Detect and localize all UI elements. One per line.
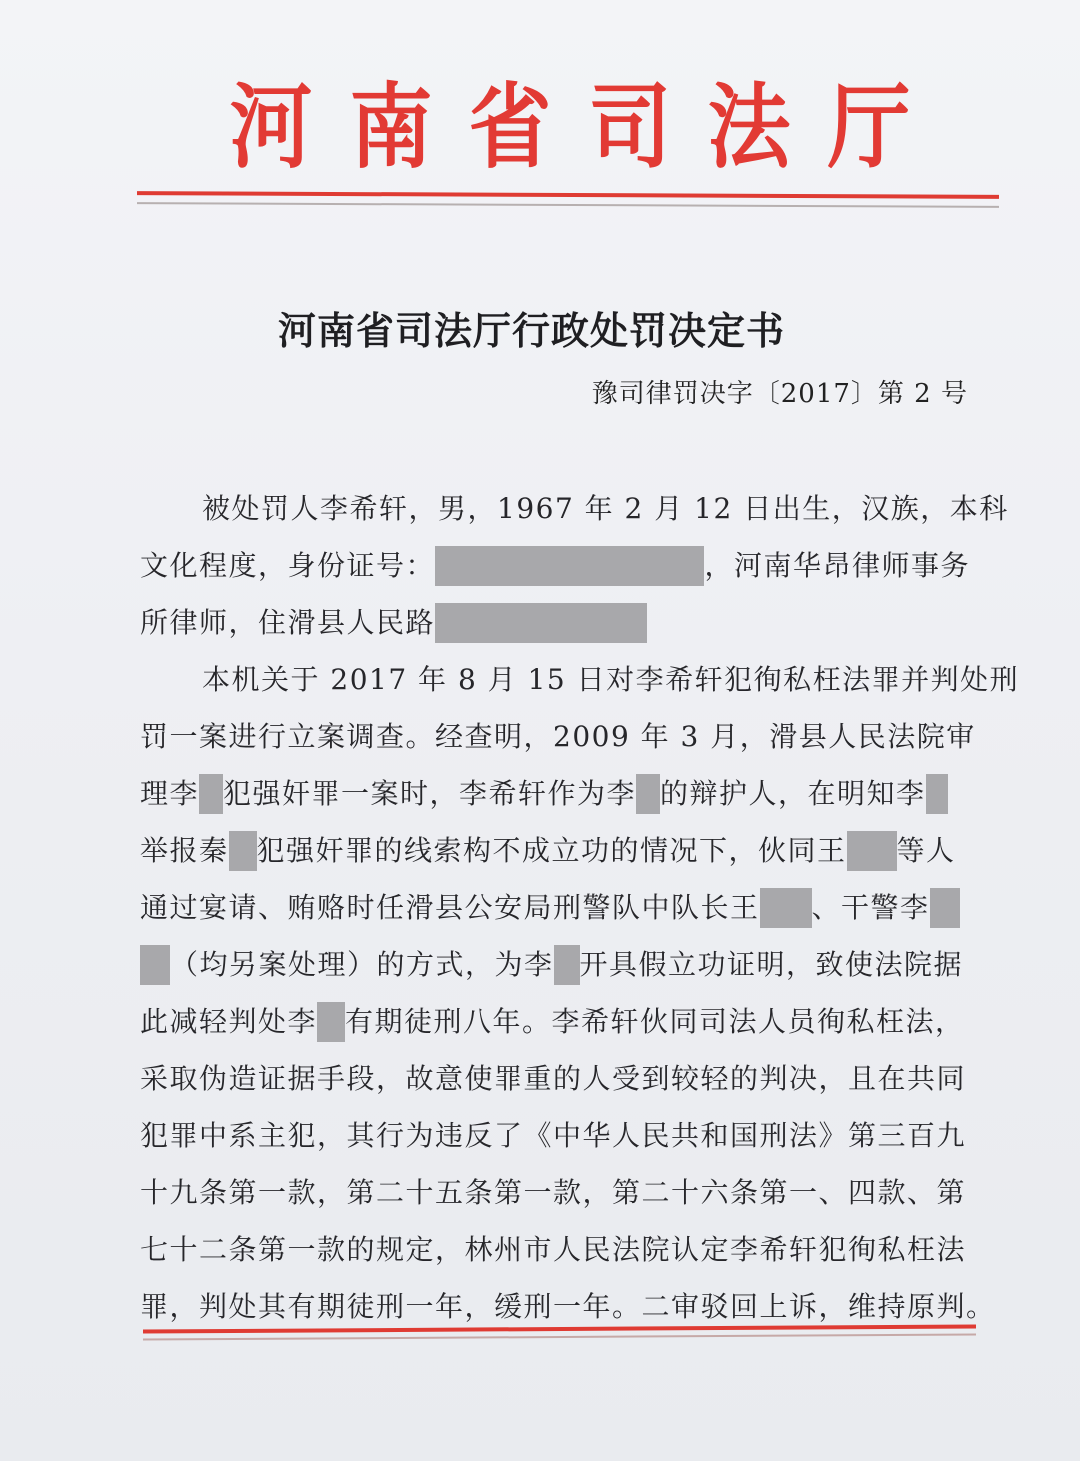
text-segment: 此减轻判处李 bbox=[140, 1005, 318, 1038]
text-segment: 被处罚人李希轩，男，1967 年 2 月 12 日出生，汉族，本科 bbox=[202, 492, 1009, 525]
redaction-block bbox=[930, 888, 960, 928]
redaction-block bbox=[554, 945, 580, 985]
text-segment: 十九条第一款，第二十五条第一款，第二十六条第一、四款、第 bbox=[140, 1176, 967, 1209]
text-segment: 所律师，住滑县人民路 bbox=[140, 606, 436, 639]
document-title: 河南省司法厅行政处罚决定书 bbox=[278, 308, 786, 353]
text-segment: 本机关于 2017 年 8 月 15 日对李希轩犯徇私枉法罪并判处刑 bbox=[202, 663, 1020, 696]
text-segment: 通过宴请、贿赂时任滑县公安局刑警队中队长王 bbox=[140, 891, 760, 924]
text-segment: 理李 bbox=[140, 777, 200, 810]
text-segment: ，河南华昂律师事务 bbox=[704, 549, 970, 582]
text-line bbox=[140, 765, 970, 822]
text-segment: 犯强奸罪的线索构不成立功的情况下，伙同王 bbox=[256, 834, 847, 867]
text-line bbox=[140, 1164, 970, 1221]
text-segment: 七十二条第一款的规定，林州市人民法院认定李希轩犯徇私枉法 bbox=[140, 1233, 967, 1266]
text-segment: 、干警李 bbox=[811, 891, 930, 924]
document-body bbox=[140, 480, 1020, 1335]
text-line bbox=[140, 936, 970, 993]
redaction-block bbox=[199, 774, 223, 814]
text-segment: （均另案处理）的方式，为李 bbox=[170, 948, 554, 981]
text-segment: 犯罪中系主犯，其行为违反了《中华人民共和国刑法》第三百九 bbox=[140, 1119, 967, 1152]
text-segment: 罪，判处其有期徒刑一年，缓刑一年。二审驳回上诉，维持原判。 bbox=[140, 1290, 996, 1323]
text-segment: 开具假立功证明，致使法院据 bbox=[579, 948, 964, 981]
header-char: 厅 bbox=[827, 73, 911, 181]
text-segment: 等人 bbox=[896, 834, 956, 867]
issuing-authority-header bbox=[225, 72, 915, 182]
header-char: 法 bbox=[707, 73, 791, 181]
header-char: 河 bbox=[229, 73, 313, 181]
text-line bbox=[140, 822, 970, 879]
header-char: 南 bbox=[349, 73, 433, 181]
text-segment: 文化程度，身份证号： bbox=[140, 549, 436, 582]
text-segment: 举报秦 bbox=[140, 834, 229, 867]
text-segment: 罚一案进行立案调查。经查明，2009 年 3 月，滑县人民法院审 bbox=[140, 720, 976, 753]
text-line bbox=[140, 708, 976, 765]
document-number: 豫司律罚决字〔2017〕第 2 号 bbox=[591, 379, 968, 409]
text-line bbox=[140, 480, 1009, 537]
text-segment: 的辩护人，在明知李 bbox=[660, 777, 926, 810]
header-thin-rule bbox=[137, 202, 999, 208]
text-line bbox=[140, 879, 970, 936]
header-red-rule bbox=[137, 191, 999, 199]
header-char: 省 bbox=[468, 73, 552, 181]
text-segment: 采取伪造证据手段，故意使罪重的人受到较轻的判决，且在共同 bbox=[140, 1062, 967, 1095]
header-char: 司 bbox=[588, 73, 672, 181]
text-line bbox=[140, 594, 970, 651]
text-segment: 有期徒刑八年。李希轩伙同司法人员徇私枉法， bbox=[345, 1005, 965, 1038]
text-line bbox=[140, 537, 970, 594]
redaction-block bbox=[435, 603, 647, 643]
redaction-block bbox=[435, 546, 704, 586]
redaction-block bbox=[317, 1002, 345, 1042]
redaction-block bbox=[229, 831, 257, 871]
text-segment: 犯强奸罪一案时，李希轩作为李 bbox=[223, 777, 637, 810]
redaction-block bbox=[636, 774, 660, 814]
redaction-block bbox=[926, 774, 948, 814]
redaction-block bbox=[140, 945, 170, 985]
text-line bbox=[140, 993, 970, 1050]
text-line bbox=[140, 651, 1020, 708]
redaction-block bbox=[760, 888, 812, 928]
text-line bbox=[140, 1050, 970, 1107]
text-line bbox=[140, 1107, 970, 1164]
redaction-block bbox=[847, 831, 897, 871]
text-line bbox=[140, 1221, 970, 1278]
